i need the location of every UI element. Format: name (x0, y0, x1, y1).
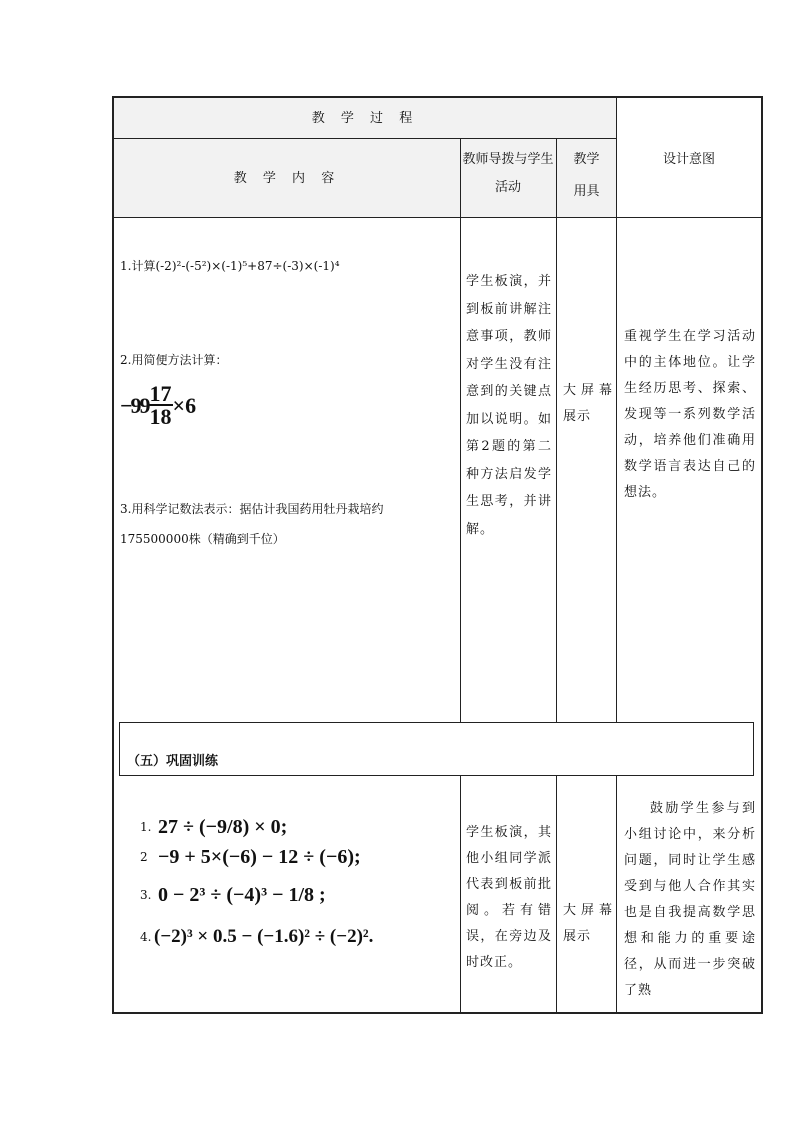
exercise-item-2-label: 2.用简便方法计算： (120, 353, 228, 367)
mixed-number-expression: −99 $\frac{17}{18}$ ×6 (120, 381, 197, 429)
table-border-left (112, 96, 114, 1014)
tools-title: 教学 用具 (573, 152, 600, 199)
col-divider (460, 138, 461, 722)
fraction: $\frac{17}{18}$ (149, 381, 172, 429)
exercise-row: 4. (−2)³ × 0.5 − (−1.6)² ÷ (−2)². (140, 926, 374, 947)
exercise-item-3: 3.用科学记数法表示：据估计我国药用牡丹栽培约 175500000株（精确到千位） (120, 502, 384, 546)
table-border-bottom (112, 1012, 762, 1014)
exercise-list (140, 812, 458, 956)
process-title: 教 学 过 程 (311, 111, 419, 126)
exercise-row: 3. 0 − 2³ ÷ (−4)³ − 1/8 ; (140, 883, 326, 906)
exercise-expression: −9 + 5×(−6) − 12 ÷ (−6); (158, 845, 361, 868)
exercise-item-1: 1.计算(-2)²-(-5²)×(-1)⁵+87÷(-3)×(-1)⁴ (120, 259, 340, 273)
col-divider (616, 98, 617, 722)
col-divider (556, 138, 557, 722)
design-intent-text: 鼓励学生参与到小组讨论中，来分析问题，同时让学生感受到与他人合作其实也是自我提高数学思想和能力的重要途径，从而进一步突破了熟 (624, 801, 756, 998)
table-border-top (112, 96, 762, 98)
section-title: （五）巩固训练 (127, 754, 219, 769)
content-title: 教 学 内 容 (233, 171, 341, 186)
section-box-border (753, 722, 754, 776)
section-box-border (119, 775, 754, 776)
tools-text: 大屏幕展示 (563, 903, 613, 944)
exercise-expression: (−2)³ × 0.5 − (−1.6)² ÷ (−2)². (154, 926, 374, 947)
design-intent-text: 重视学生在学习活动中的主体地位。让学生经历思考、探索、发现等一系列数学活动，培养他们准确用数学语言表达自己的想法。 (624, 329, 756, 500)
exercise-expression: 27 ÷ (−9/8) × 0; (158, 815, 288, 838)
teacher-activity-text: 学生板演，并到板前讲解注意事项，教师对学生没有注意到的关键点加以说明。如第2题的第二种方法启发学生思考，并讲解。 (466, 274, 552, 537)
exercise-row: 1. 27 ÷ (−9/8) × 0; (140, 815, 288, 838)
teacher-activity-text: 学生板演，其他小组同学派代表到板前批阅。若有错误，在旁边及时改正。 (466, 825, 552, 970)
section-box-border (119, 722, 754, 723)
col-divider (460, 776, 461, 1013)
design-intent-title: 设计意图 (662, 152, 715, 167)
tools-text: 大屏幕展示 (563, 383, 613, 424)
table-border-right (761, 96, 763, 1014)
col-divider (556, 776, 557, 1013)
row-divider (114, 217, 762, 218)
section-box-border (119, 722, 120, 776)
exercise-row: 2 −9 + 5×(−6) − 12 ÷ (−6); (140, 845, 361, 868)
teacher-activity-title: 教师导拨与学生 活动 (462, 152, 554, 195)
col-divider (616, 776, 617, 1013)
exercise-expression: 0 − 2³ ÷ (−4)³ − 1/8 ; (158, 883, 326, 906)
row-divider (114, 138, 616, 139)
